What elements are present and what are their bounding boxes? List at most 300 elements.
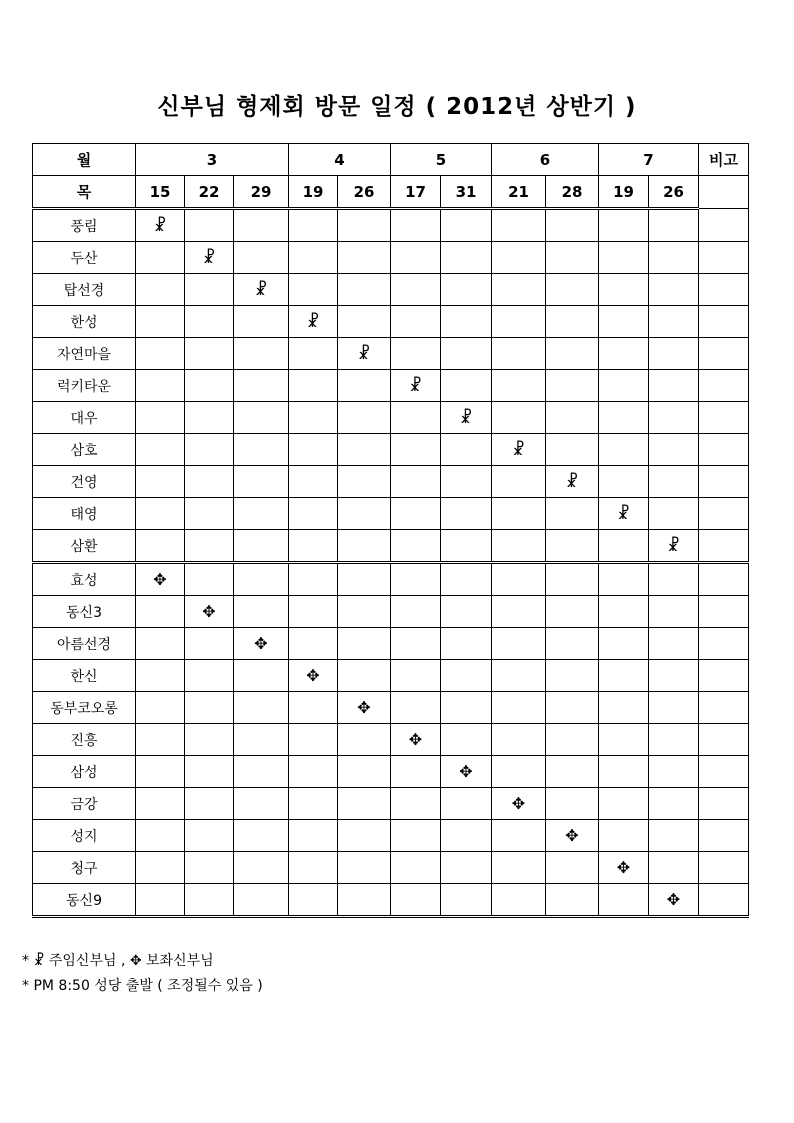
parish-name: 성지: [33, 820, 136, 852]
remark-cell: [699, 370, 749, 402]
parish-name: 삼성: [33, 756, 136, 788]
schedule-cell: [649, 788, 699, 820]
parish-name: 태영: [33, 498, 136, 530]
schedule-cell: [289, 692, 338, 724]
schedule-cell: [546, 660, 599, 692]
schedule-cell: [136, 402, 185, 434]
schedule-cell: [599, 628, 649, 660]
table-row: [33, 852, 749, 884]
schedule-cell: [338, 884, 391, 917]
schedule-cell: [234, 884, 289, 917]
schedule-cell: [546, 209, 599, 242]
schedule-cell: [185, 756, 234, 788]
day-header: 31: [441, 176, 492, 209]
schedule-cell: [546, 306, 599, 338]
schedule-cell: [185, 370, 234, 402]
parish-name: 풍림: [33, 209, 136, 242]
schedule-cell: [234, 338, 289, 370]
schedule-cell: [492, 370, 546, 402]
schedule-cell: [649, 724, 699, 756]
schedule-cell: [649, 563, 699, 596]
schedule-cell: [492, 884, 546, 917]
schedule-cell: [441, 274, 492, 306]
schedule-cell: [391, 788, 441, 820]
schedule-cell: [289, 466, 338, 498]
schedule-cell: [649, 596, 699, 628]
schedule-cell: [546, 884, 599, 917]
table-row: [33, 466, 749, 498]
assistant-visit-icon: ✥: [289, 660, 338, 692]
schedule-cell: [136, 692, 185, 724]
schedule-cell: [546, 756, 599, 788]
schedule-cell: [338, 628, 391, 660]
schedule-cell: [441, 338, 492, 370]
assistant-visit-icon: ✥: [649, 884, 699, 917]
schedule-cell: [492, 466, 546, 498]
remark-cell: [699, 596, 749, 628]
schedule-cell: [599, 402, 649, 434]
pastor-visit-icon: ☧: [599, 498, 649, 530]
parish-name: 삼환: [33, 530, 136, 563]
schedule-cell: [441, 242, 492, 274]
schedule-cell: [649, 370, 699, 402]
schedule-cell: [492, 660, 546, 692]
month-header: 4: [289, 144, 391, 176]
day-header: 22: [185, 176, 234, 209]
day-header: 26: [338, 176, 391, 209]
schedule-cell: [441, 209, 492, 242]
parish-name: 동부코오롱: [33, 692, 136, 724]
schedule-cell: [136, 788, 185, 820]
assistant-visit-icon: ✥: [185, 596, 234, 628]
schedule-cell: [289, 209, 338, 242]
schedule-cell: [185, 852, 234, 884]
schedule-cell: [649, 466, 699, 498]
parish-name: 동신3: [33, 596, 136, 628]
schedule-cell: [289, 242, 338, 274]
schedule-cell: [185, 820, 234, 852]
schedule-cell: [234, 466, 289, 498]
schedule-cell: [234, 788, 289, 820]
schedule-cell: [492, 563, 546, 596]
schedule-cell: [649, 692, 699, 724]
table-row: [33, 530, 749, 563]
schedule-cell: [599, 820, 649, 852]
schedule-cell: [185, 498, 234, 530]
schedule-cell: [546, 788, 599, 820]
table-row: [33, 692, 749, 724]
schedule-cell: [599, 306, 649, 338]
month-header: 3: [136, 144, 289, 176]
parish-name: 청구: [33, 852, 136, 884]
schedule-cell: [185, 692, 234, 724]
schedule-cell: [649, 209, 699, 242]
schedule-cell: [391, 692, 441, 724]
schedule-cell: [289, 530, 338, 563]
remark-cell: [699, 274, 749, 306]
departure-note: * PM 8:50 성당 출발 ( 조정될수 있음 ): [22, 978, 263, 994]
schedule-cell: [441, 724, 492, 756]
schedule-cell: [492, 209, 546, 242]
schedule-cell: [136, 242, 185, 274]
schedule-cell: [546, 628, 599, 660]
remark-cell: [699, 338, 749, 370]
schedule-cell: [136, 466, 185, 498]
schedule-cell: [546, 724, 599, 756]
schedule-cell: [441, 370, 492, 402]
schedule-cell: [136, 884, 185, 917]
table-row: [33, 498, 749, 530]
table-row: [33, 563, 749, 596]
schedule-cell: [234, 563, 289, 596]
schedule-cell: [546, 434, 599, 466]
day-header: 17: [391, 176, 441, 209]
month-row: [33, 144, 749, 176]
schedule-cell: [289, 820, 338, 852]
schedule-cell: [649, 756, 699, 788]
table-row: [33, 660, 749, 692]
schedule-cell: [338, 530, 391, 563]
schedule-cell: [338, 724, 391, 756]
schedule-cell: [441, 306, 492, 338]
schedule-cell: [546, 498, 599, 530]
schedule-cell: [441, 498, 492, 530]
schedule-cell: [289, 884, 338, 917]
schedule-cell: [391, 274, 441, 306]
schedule-cell: [546, 530, 599, 563]
schedule-cell: [289, 596, 338, 628]
schedule-cell: [391, 852, 441, 884]
day-row: [33, 176, 749, 209]
assistant-visit-icon: ✥: [136, 563, 185, 596]
schedule-cell: [234, 596, 289, 628]
schedule-cell: [185, 884, 234, 917]
schedule-cell: [391, 466, 441, 498]
assistant-visit-icon: ✥: [441, 756, 492, 788]
schedule-cell: [338, 820, 391, 852]
schedule-cell: [234, 402, 289, 434]
schedule-cell: [338, 402, 391, 434]
schedule-cell: [185, 628, 234, 660]
schedule-cell: [136, 628, 185, 660]
remark-cell: [699, 563, 749, 596]
schedule-cell: [649, 434, 699, 466]
schedule-cell: [441, 788, 492, 820]
day-header: 29: [234, 176, 289, 209]
schedule-cell: [234, 498, 289, 530]
assistant-visit-icon: ✥: [599, 852, 649, 884]
schedule-cell: [391, 530, 441, 563]
table-row: [33, 884, 749, 917]
schedule-cell: [599, 563, 649, 596]
remark-cell: [699, 692, 749, 724]
schedule-cell: [289, 402, 338, 434]
schedule-cell: [289, 338, 338, 370]
schedule-cell: [546, 274, 599, 306]
assistant-visit-icon: ✥: [391, 724, 441, 756]
schedule-cell: [599, 466, 649, 498]
schedule-cell: [136, 498, 185, 530]
schedule-cell: [289, 756, 338, 788]
schedule-cell: [441, 628, 492, 660]
remark-cell: [699, 660, 749, 692]
schedule-cell: [649, 274, 699, 306]
pastor-visit-icon: ☧: [136, 209, 185, 242]
schedule-cell: [338, 306, 391, 338]
schedule-cell: [492, 596, 546, 628]
pastor-visit-icon: ☧: [289, 306, 338, 338]
remark-cell: [699, 820, 749, 852]
month-header: 6: [492, 144, 599, 176]
schedule-cell: [338, 563, 391, 596]
schedule-cell: [492, 530, 546, 563]
schedule-cell: [136, 306, 185, 338]
remark-label: 비고: [699, 144, 749, 176]
assistant-visit-icon: ✥: [492, 788, 546, 820]
schedule-cell: [492, 628, 546, 660]
schedule-cell: [338, 596, 391, 628]
schedule-cell: [185, 274, 234, 306]
schedule-cell: [391, 209, 441, 242]
schedule-cell: [338, 660, 391, 692]
table-row: [33, 274, 749, 306]
schedule-cell: [599, 274, 649, 306]
table-row: [33, 209, 749, 242]
assistant-visit-icon: ✥: [338, 692, 391, 724]
schedule-cell: [546, 338, 599, 370]
schedule-cell: [441, 852, 492, 884]
schedule-cell: [234, 756, 289, 788]
schedule-cell: [136, 530, 185, 563]
pastor-visit-icon: ☧: [649, 530, 699, 563]
schedule-cell: [136, 756, 185, 788]
schedule-cell: [649, 306, 699, 338]
schedule-cell: [234, 370, 289, 402]
day-label: 목: [33, 176, 136, 209]
schedule-cell: [234, 306, 289, 338]
schedule-cell: [338, 434, 391, 466]
schedule-cell: [289, 370, 338, 402]
parish-name: 아름선경: [33, 628, 136, 660]
schedule-cell: [599, 242, 649, 274]
schedule-cell: [338, 466, 391, 498]
schedule-cell: [289, 788, 338, 820]
schedule-cell: [391, 563, 441, 596]
schedule-cell: [492, 852, 546, 884]
schedule-cell: [136, 660, 185, 692]
remark-cell: [699, 628, 749, 660]
schedule-cell: [391, 402, 441, 434]
schedule-cell: [391, 434, 441, 466]
schedule-cell: [599, 530, 649, 563]
schedule-cell: [391, 660, 441, 692]
table-row: [33, 338, 749, 370]
schedule-cell: [492, 724, 546, 756]
parish-name: 진흥: [33, 724, 136, 756]
schedule-cell: [338, 209, 391, 242]
month-label: 월: [33, 144, 136, 176]
schedule-cell: [338, 852, 391, 884]
schedule-cell: [649, 242, 699, 274]
remark-cell: [699, 209, 749, 242]
month-header: 5: [391, 144, 492, 176]
schedule-cell: [185, 306, 234, 338]
day-header: 26: [649, 176, 699, 209]
pastor-visit-icon: ☧: [338, 338, 391, 370]
schedule-cell: [391, 628, 441, 660]
schedule-cell: [546, 563, 599, 596]
schedule-cell: [185, 402, 234, 434]
schedule-cell: [599, 209, 649, 242]
schedule-cell: [234, 724, 289, 756]
pastor-visit-icon: ☧: [492, 434, 546, 466]
schedule-cell: [391, 338, 441, 370]
remark-cell: [699, 306, 749, 338]
schedule-cell: [599, 724, 649, 756]
schedule-cell: [136, 852, 185, 884]
table-row: [33, 402, 749, 434]
parish-name: 대우: [33, 402, 136, 434]
schedule-cell: [289, 498, 338, 530]
schedule-cell: [391, 756, 441, 788]
schedule-cell: [136, 820, 185, 852]
legend-note: * ☧ 주임신부님 , ✥ 보좌신부님: [22, 953, 214, 969]
parish-name: 금강: [33, 788, 136, 820]
remark-cell: [699, 176, 749, 209]
schedule-cell: [185, 563, 234, 596]
table-row: [33, 434, 749, 466]
schedule-cell: [289, 563, 338, 596]
pastor-visit-icon: ☧: [441, 402, 492, 434]
schedule-cell: [599, 596, 649, 628]
parish-name: 럭키타운: [33, 370, 136, 402]
schedule-cell: [338, 274, 391, 306]
schedule-cell: [136, 434, 185, 466]
schedule-cell: [649, 498, 699, 530]
schedule-cell: [234, 692, 289, 724]
schedule-cell: [234, 852, 289, 884]
schedule-cell: [185, 466, 234, 498]
remark-cell: [699, 884, 749, 917]
schedule-cell: [599, 370, 649, 402]
table-row: [33, 596, 749, 628]
schedule-cell: [136, 370, 185, 402]
schedule-cell: [136, 724, 185, 756]
table-row: [33, 788, 749, 820]
schedule-cell: [338, 756, 391, 788]
table-row: [33, 306, 749, 338]
schedule-cell: [338, 788, 391, 820]
table-row: [33, 242, 749, 274]
remark-cell: [699, 466, 749, 498]
assistant-visit-icon: ✥: [546, 820, 599, 852]
schedule-cell: [599, 660, 649, 692]
schedule-cell: [289, 274, 338, 306]
schedule-cell: [289, 852, 338, 884]
schedule-cell: [391, 820, 441, 852]
schedule-cell: [289, 434, 338, 466]
schedule-cell: [599, 434, 649, 466]
remark-cell: [699, 852, 749, 884]
schedule-cell: [492, 306, 546, 338]
schedule-cell: [185, 660, 234, 692]
remark-cell: [699, 242, 749, 274]
schedule-cell: [338, 370, 391, 402]
schedule-cell: [234, 660, 289, 692]
schedule-cell: [391, 242, 441, 274]
schedule-cell: [492, 402, 546, 434]
table-row: [33, 370, 749, 402]
schedule-cell: [649, 660, 699, 692]
schedule-cell: [599, 338, 649, 370]
schedule-cell: [492, 498, 546, 530]
schedule-cell: [546, 596, 599, 628]
schedule-cell: [234, 242, 289, 274]
schedule-cell: [649, 402, 699, 434]
schedule-cell: [338, 242, 391, 274]
schedule-cell: [649, 338, 699, 370]
parish-name: 삼호: [33, 434, 136, 466]
table-row: [33, 724, 749, 756]
schedule-cell: [441, 466, 492, 498]
parish-name: 효성: [33, 563, 136, 596]
day-header: 28: [546, 176, 599, 209]
parish-name: 건영: [33, 466, 136, 498]
day-header: 19: [599, 176, 649, 209]
schedule-cell: [546, 692, 599, 724]
remark-cell: [699, 530, 749, 563]
schedule-cell: [492, 692, 546, 724]
schedule-cell: [599, 788, 649, 820]
schedule-cell: [185, 788, 234, 820]
schedule-cell: [391, 306, 441, 338]
pastor-visit-icon: ☧: [234, 274, 289, 306]
remark-cell: [699, 756, 749, 788]
remark-cell: [699, 724, 749, 756]
parish-name: 두산: [33, 242, 136, 274]
remark-cell: [699, 788, 749, 820]
schedule-cell: [441, 820, 492, 852]
table-row: [33, 820, 749, 852]
schedule-cell: [391, 596, 441, 628]
schedule-table: [32, 143, 749, 918]
remark-cell: [699, 434, 749, 466]
schedule-cell: [492, 338, 546, 370]
schedule-cell: [185, 209, 234, 242]
parish-name: 동신9: [33, 884, 136, 917]
schedule-cell: [441, 530, 492, 563]
pastor-visit-icon: ☧: [546, 466, 599, 498]
schedule-cell: [185, 338, 234, 370]
parish-name: 한신: [33, 660, 136, 692]
day-header: 21: [492, 176, 546, 209]
schedule-cell: [546, 370, 599, 402]
schedule-cell: [185, 724, 234, 756]
schedule-cell: [649, 628, 699, 660]
schedule-cell: [441, 596, 492, 628]
schedule-cell: [492, 242, 546, 274]
schedule-cell: [492, 820, 546, 852]
table-row: [33, 628, 749, 660]
schedule-cell: [136, 274, 185, 306]
schedule-cell: [185, 434, 234, 466]
pastor-visit-icon: ☧: [391, 370, 441, 402]
schedule-cell: [599, 692, 649, 724]
schedule-cell: [649, 820, 699, 852]
remark-cell: [699, 498, 749, 530]
day-header: 15: [136, 176, 185, 209]
table-row: [33, 756, 749, 788]
